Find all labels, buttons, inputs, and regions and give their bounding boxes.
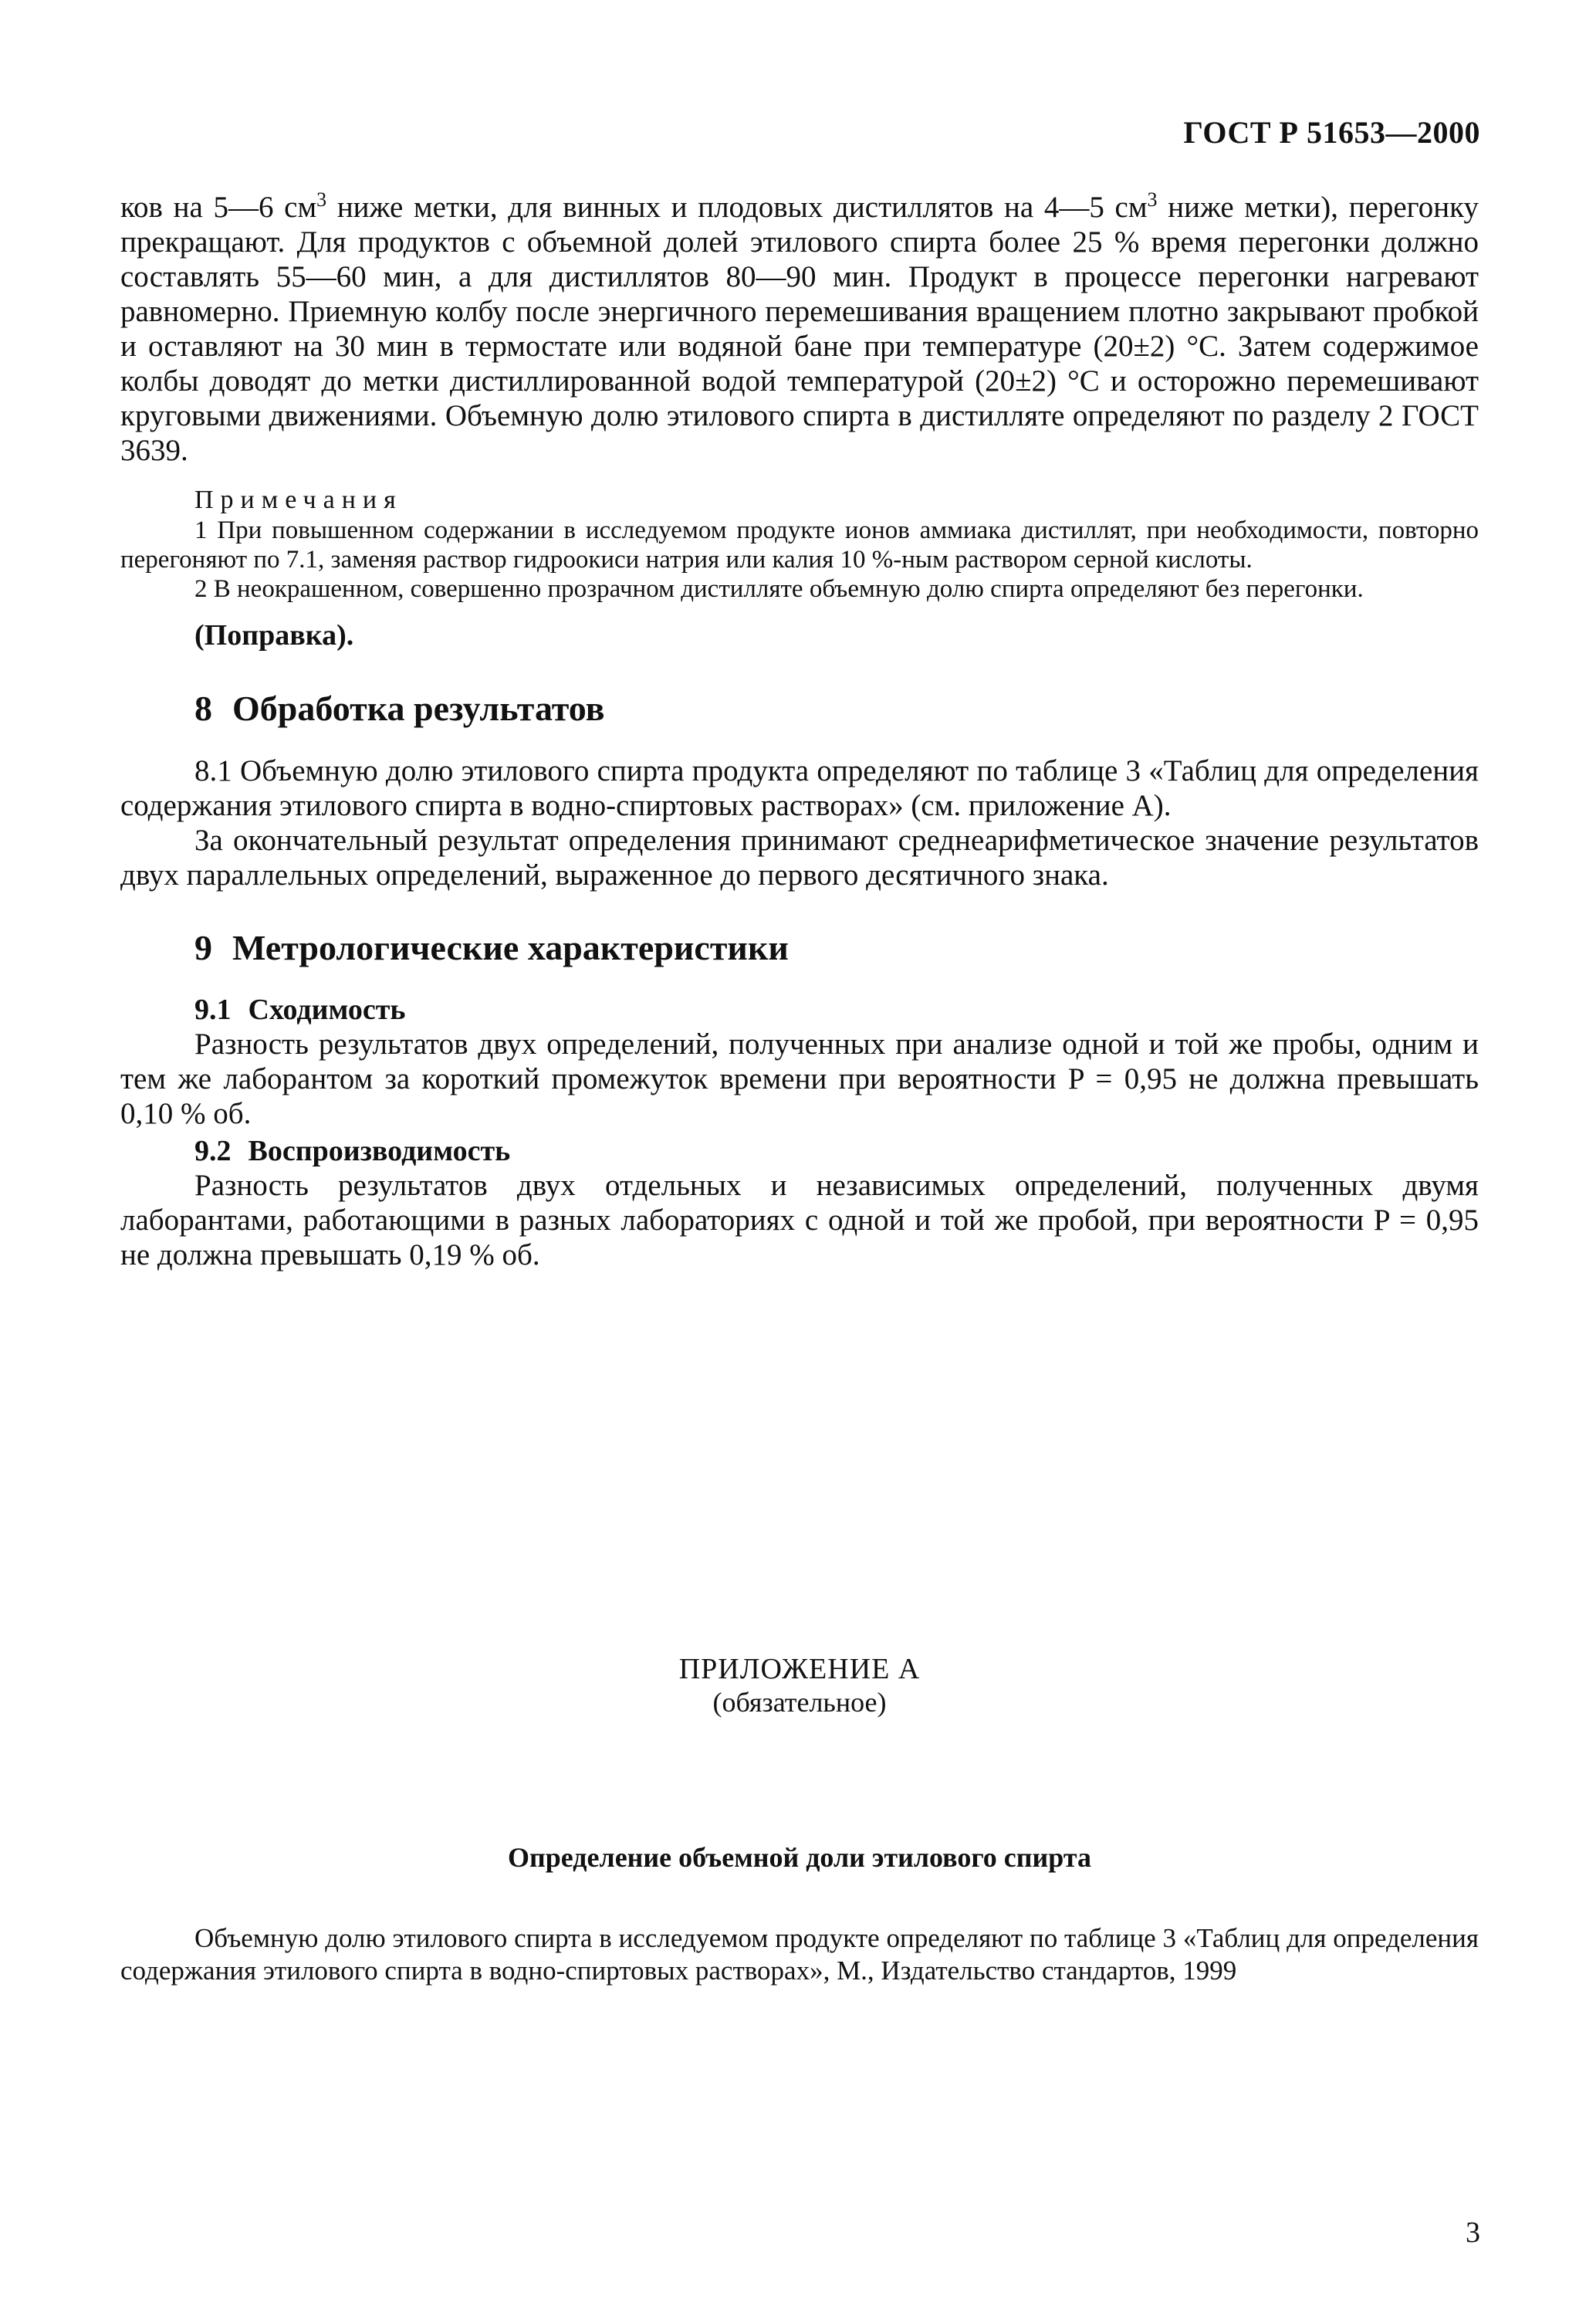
superscript-2: 3: [1147, 188, 1158, 211]
appendix-title: ПРИЛОЖЕНИЕ А: [678, 1653, 921, 1685]
superscript-1: 3: [316, 188, 327, 211]
appendix-subtitle: (обязательное): [712, 1687, 887, 1718]
section-9-heading: [120, 926, 1479, 970]
intro-paragraph: [120, 190, 1479, 468]
subsection-9-2-title: Воспроизводимость: [248, 1135, 511, 1167]
appendix-heading: Определение объемной доли этилового спирта: [508, 1842, 1091, 1873]
section-9-number: 9: [194, 928, 212, 967]
section-8-heading: [120, 687, 1479, 730]
intro-text-c: ниже метки), перегонку прекращают. Для продуктов с объемной долей этилового спирта более 25 % время перегонки должно составлять 55—60 мин, а для дистиллятов 80—90 мин. Продукт в процессе перегонки нагревают равномерно. Приемную колбу после энергичного перемешивания вращением плотно закрывают пробкой и оставляют на 30 мин в термостате или водяной бане при температуре (20±2) °С. Затем содержимое колбы доводят до метки дистиллированной водой температурой (20±2) °С и осторожно перемешивают круговыми движениями. Объемную долю этилового спирта в дистилляте определяют по разделу 2 ГОСТ 3639.: [120, 191, 1479, 467]
main-content: [120, 190, 1479, 1272]
appendix-header: [120, 1652, 1479, 1718]
section-8-title: Обработка результатов: [232, 689, 605, 728]
section-8-paragraph-1: 8.1 Объемную долю этилового спирта продукта определяют по таблице 3 «Таблиц для определения содержания этилового спирта в водно-спиртовых растворах» (см. приложение А).: [120, 754, 1479, 822]
intro-text-a: ков на 5—6 см: [120, 191, 317, 224]
page-number: 3: [1466, 2216, 1480, 2249]
subsection-9-1-title: Сходимость: [248, 994, 406, 1026]
notes-title: Примечания: [194, 486, 403, 514]
subsection-9-1-heading: [120, 993, 1479, 1027]
appendix-body: [120, 1922, 1479, 1987]
subsection-9-2-number: 9.2: [194, 1135, 232, 1167]
subsection-9-1-number: 9.1: [194, 994, 232, 1026]
note-item-2: 2 В неокрашенном, совершенно прозрачном дистилляте объемную долю спирта определяют без перегонки.: [194, 575, 1364, 603]
appendix-paragraph: Объемную долю этилового спирта в исследуемом продукте определяют по таблице 3 «Таблиц для определения содержания этилового спирта в водно-спиртовых растворах», М., Издательство стандартов, 1999: [120, 1923, 1479, 1986]
section-8-number: 8: [194, 689, 212, 728]
subsection-9-2-heading: [120, 1134, 1479, 1168]
subsection-9-1-text: Разность результатов двух определений, полученных при анализе одной и той же пробы, одним и тем же лаборантом за короткий промежуток времени при вероятности P = 0,95 не должна превышать 0,10 % об.: [120, 1028, 1479, 1130]
note-item-1: 1 При повышенном содержании в исследуемом продукте ионов аммиака дистиллят, при необходимости, повторно перегоняют по 7.1, заменяя раствор гидроокиси натрия или калия 10 %-ным раствором серной кислоты.: [120, 516, 1479, 574]
document-header-id: ГОСТ Р 51653—2000: [1183, 115, 1480, 150]
intro-text-b: ниже метки, для винных и плодовых дистиллятов на 4—5 см: [326, 191, 1148, 224]
section-9-title: Метрологические характеристики: [232, 928, 789, 967]
subsection-9-2-text: Разность результатов двух отдельных и независимых определений, полученных двумя лаборантами, работающими в разных лабораториях с одной и той же пробой, при вероятности P = 0,95 не должна превышать 0,19 % об.: [120, 1169, 1479, 1271]
section-8-paragraph-2: За окончательный результат определения принимают среднеарифметическое значение результатов двух параллельных определений, выраженное до первого десятичного знака.: [120, 824, 1479, 892]
amendment-label: (Поправка).: [194, 619, 354, 652]
